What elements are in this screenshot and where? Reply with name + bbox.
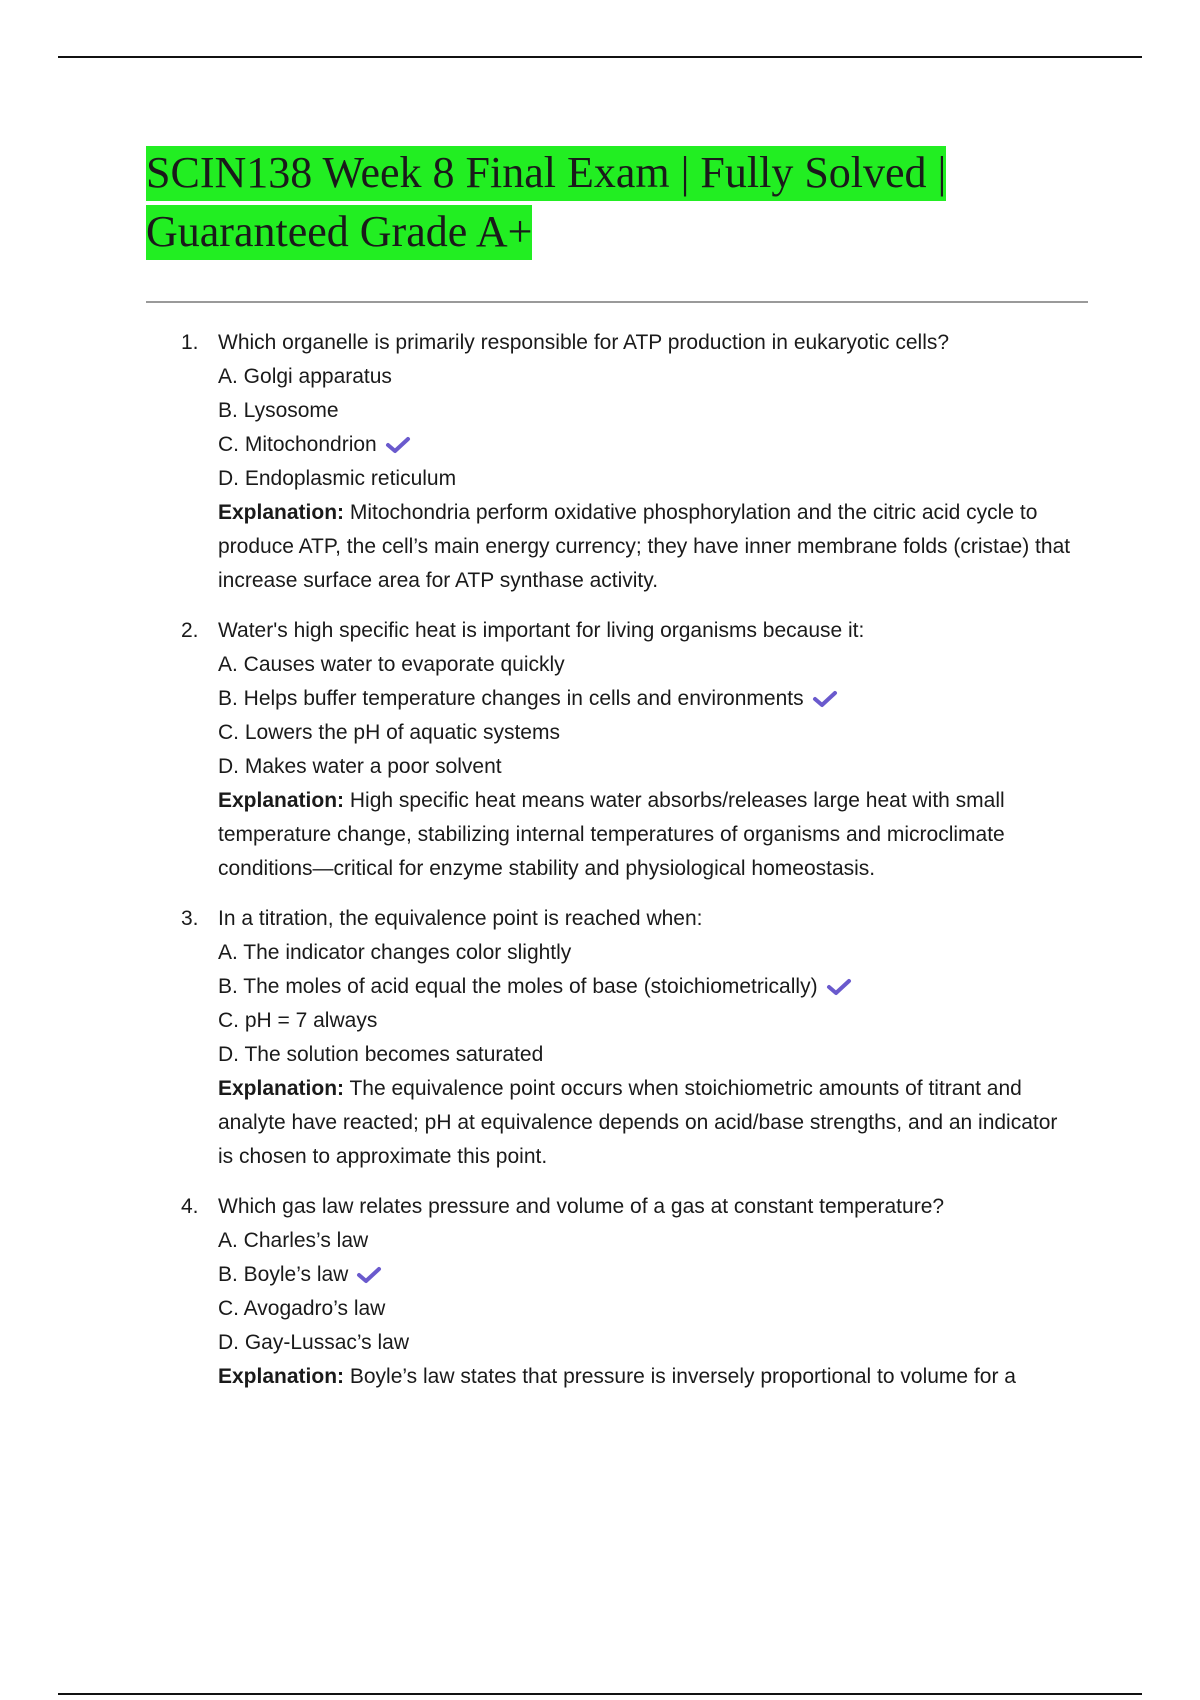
answer-option [218, 682, 1076, 716]
explanation-label: Explanation: [218, 1077, 345, 1100]
check-icon [812, 689, 838, 709]
title-line-2: Guaranteed Grade A+ [146, 205, 532, 260]
question-item [176, 614, 1076, 886]
option-label: C. pH = 7 always [218, 1009, 378, 1032]
explanation-text: The equivalence point occurs when stoichiometric amounts of titrant and analyte have reacted; pH at equivalence depends on acid/base strengths, and an indicator is chosen to approximate this point. [218, 1077, 1058, 1168]
title-separator [146, 301, 1088, 303]
question-number: 2. [181, 619, 199, 642]
option-label: A. Causes water to evaporate quickly [218, 653, 565, 676]
question-item [176, 326, 1076, 598]
answer-option [218, 1258, 1076, 1292]
option-label: C. Avogadro’s law [218, 1297, 386, 1320]
check-icon [385, 435, 411, 455]
option-label: D. The solution becomes saturated [218, 1043, 544, 1066]
question-text: Which organelle is primarily responsible for ATP production in eukaryotic cells? [218, 331, 950, 354]
explanation [218, 1360, 1076, 1394]
explanation-label: Explanation: [218, 789, 345, 812]
question-text: Water's high specific heat is important for living organisms because it: [218, 619, 865, 642]
check-icon [356, 1265, 382, 1285]
answer-option [218, 1004, 1076, 1038]
question-number: 1. [181, 331, 199, 354]
answer-option [218, 970, 1076, 1004]
option-label: C. Mitochondrion [218, 433, 377, 456]
answer-option [218, 716, 1076, 750]
option-label: B. Helps buffer temperature changes in cells and environments [218, 687, 804, 710]
answer-option [218, 428, 1076, 462]
document-title [146, 143, 1066, 261]
explanation-text: Mitochondria perform oxidative phosphorylation and the citric acid cycle to produce ATP, the cell’s main energy currency; they have inner membrane folds (cristae) that increase surface area for ATP synthase activity. [218, 501, 1071, 592]
option-label: B. Boyle’s law [218, 1263, 349, 1286]
option-label: D. Gay-Lussac’s law [218, 1331, 410, 1354]
answer-option [218, 360, 1076, 394]
option-label: A. Golgi apparatus [218, 365, 392, 388]
question-item [176, 902, 1076, 1174]
answer-option [218, 1292, 1076, 1326]
question-number: 4. [181, 1195, 199, 1218]
option-label: A. Charles’s law [218, 1229, 369, 1252]
explanation-label: Explanation: [218, 501, 345, 524]
answer-option [218, 1038, 1076, 1072]
check-icon [826, 977, 852, 997]
title-line-1: SCIN138 Week 8 Final Exam | Fully Solved | [146, 146, 946, 201]
answer-option [218, 1326, 1076, 1360]
question-text: Which gas law relates pressure and volume of a gas at constant temperature? [218, 1195, 945, 1218]
page-bottom-rule [58, 1693, 1142, 1695]
option-label: C. Lowers the pH of aquatic systems [218, 721, 560, 744]
answer-option [218, 462, 1076, 496]
explanation [218, 496, 1076, 598]
answer-option [218, 1224, 1076, 1258]
page-top-rule [58, 56, 1142, 58]
option-label: B. The moles of acid equal the moles of base (stoichiometrically) [218, 975, 818, 998]
explanation-text: High specific heat means water absorbs/releases large heat with small temperature change, stabilizing internal temperatures of organisms and microclimate conditions—critical for enzyme stability and physiological homeostasis. [218, 789, 1005, 880]
option-label: D. Endoplasmic reticulum [218, 467, 457, 490]
explanation-text: Boyle’s law states that pressure is inversely proportional to volume for a [349, 1365, 1016, 1388]
answer-option [218, 648, 1076, 682]
explanation-label: Explanation: [218, 1365, 345, 1388]
answer-option [218, 936, 1076, 970]
option-label: D. Makes water a poor solvent [218, 755, 502, 778]
question-item [176, 1190, 1076, 1394]
option-label: B. Lysosome [218, 399, 339, 422]
answer-option [218, 750, 1076, 784]
answer-option [218, 394, 1076, 428]
option-label: A. The indicator changes color slightly [218, 941, 572, 964]
question-text: In a titration, the equivalence point is reached when: [218, 907, 703, 930]
explanation [218, 784, 1076, 886]
question-list [176, 326, 1076, 1410]
question-number: 3. [181, 907, 199, 930]
explanation [218, 1072, 1076, 1174]
